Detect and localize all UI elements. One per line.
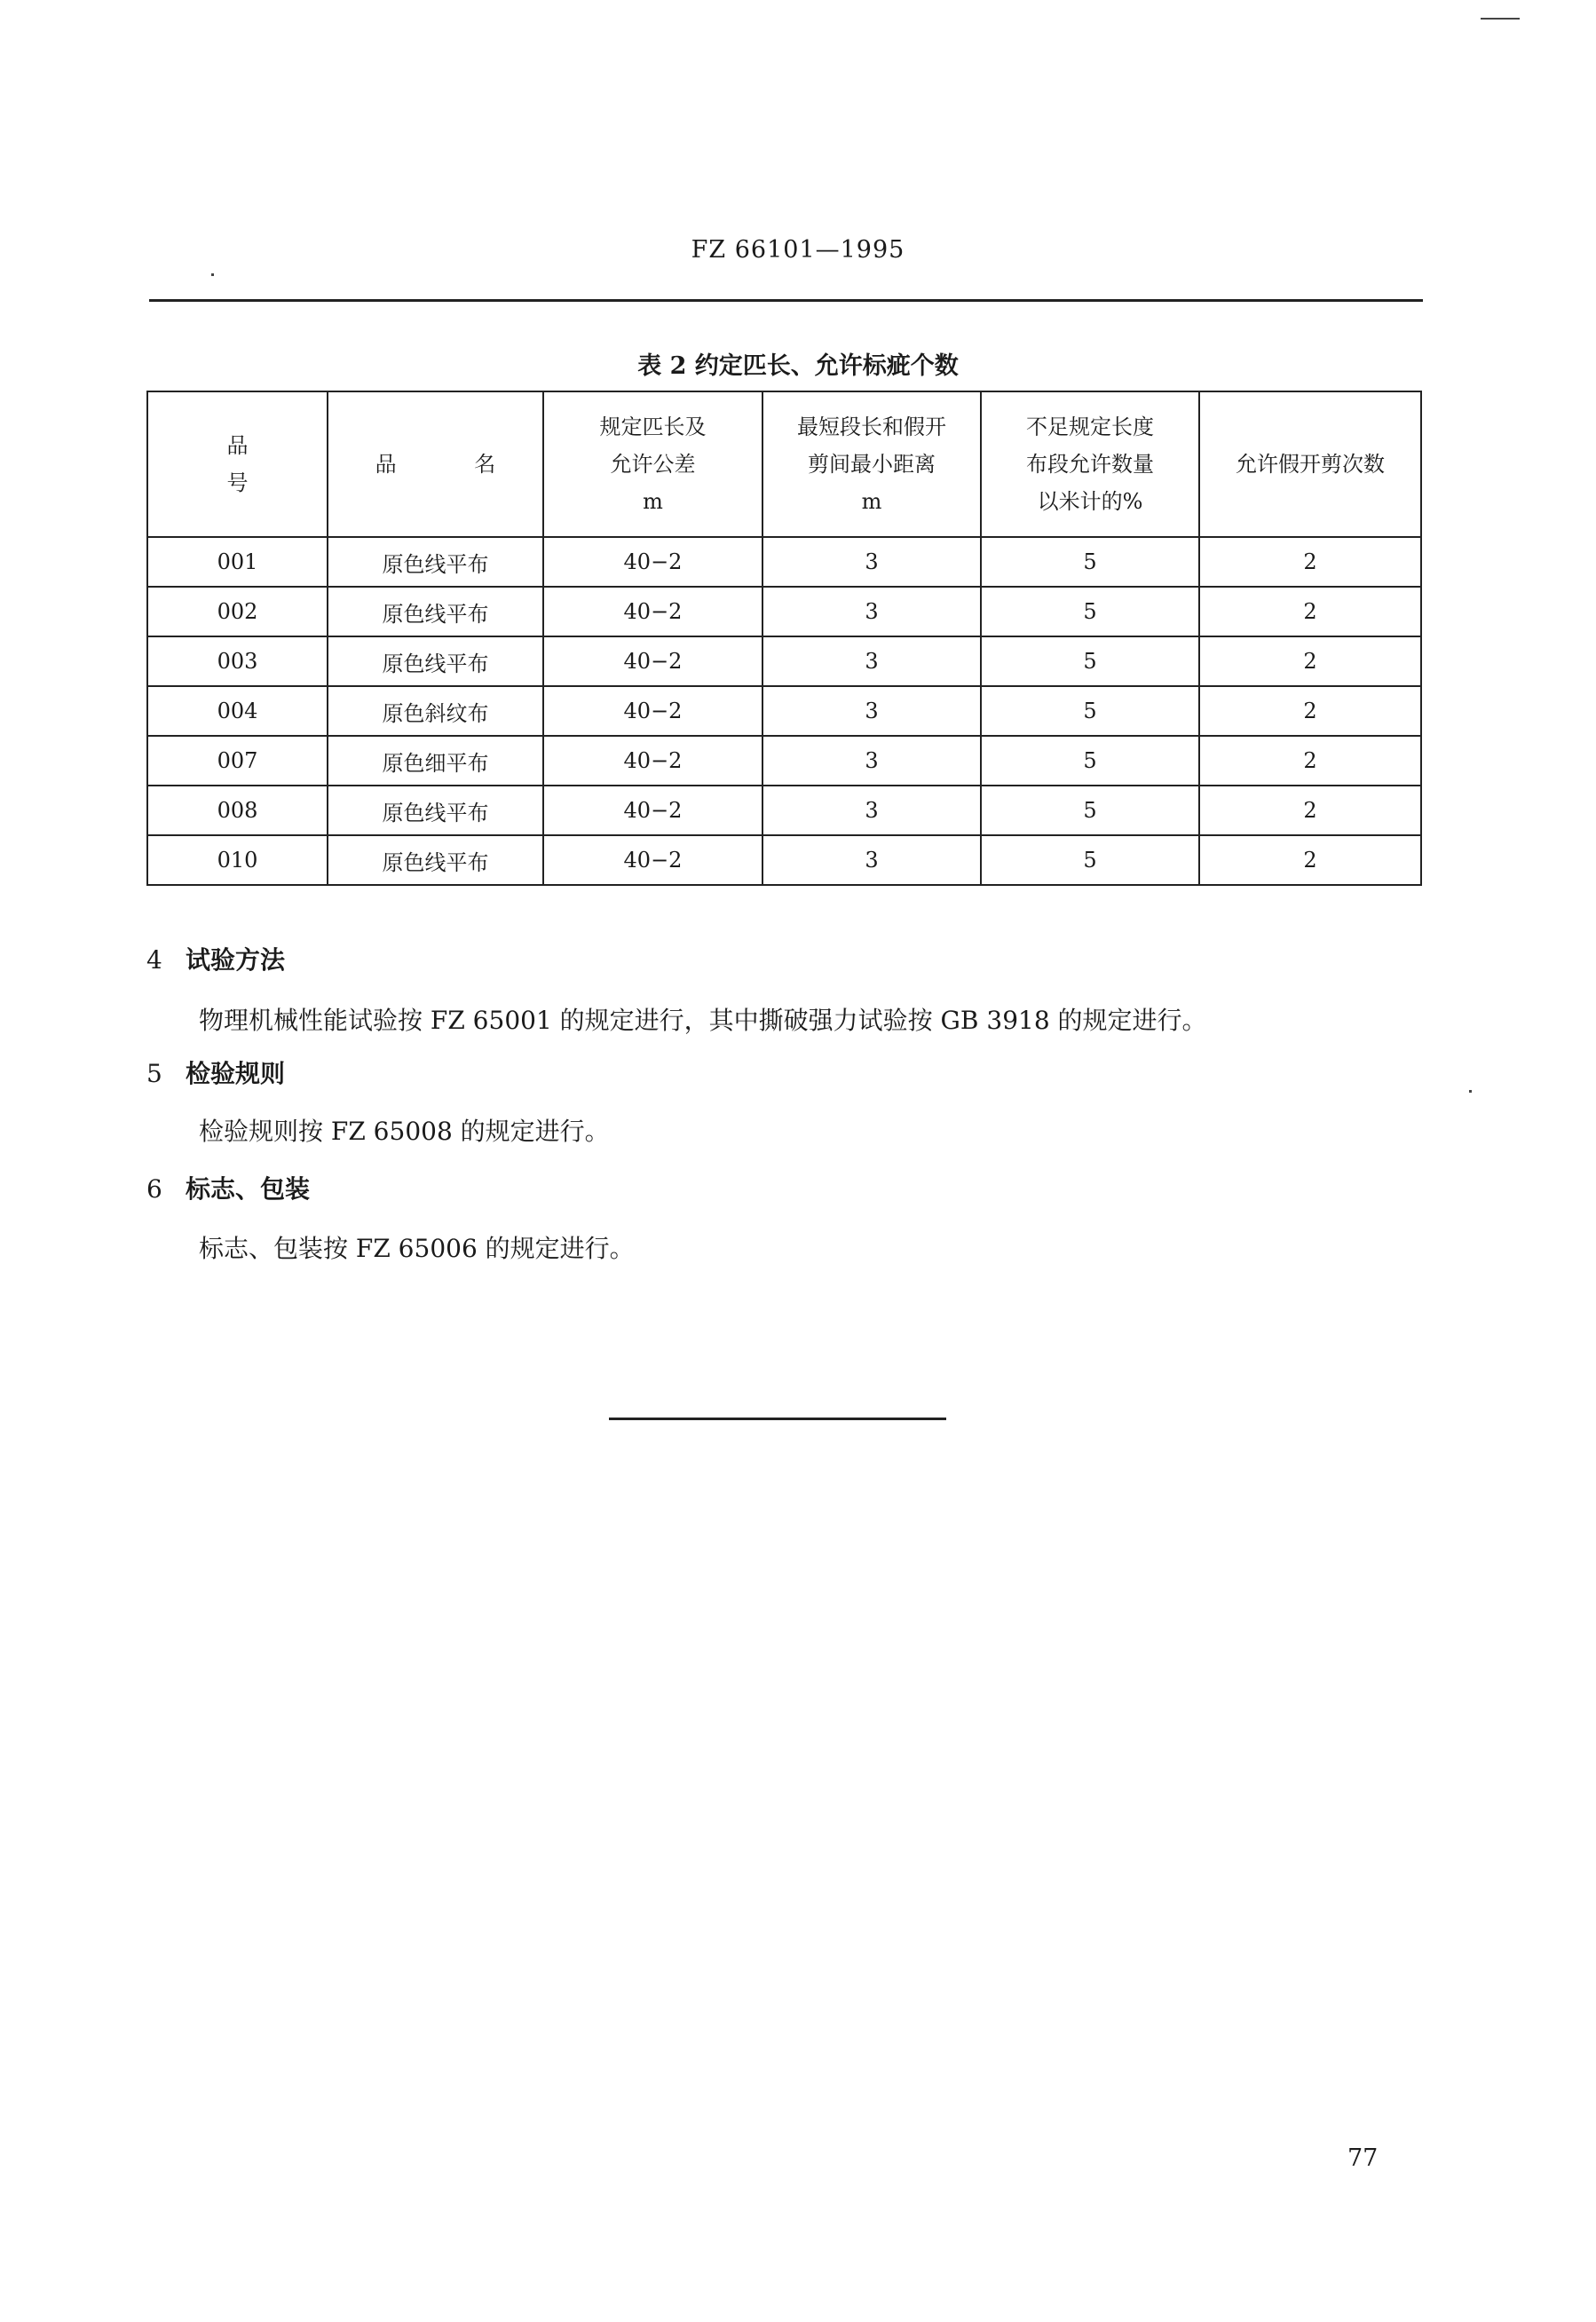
table-row <box>147 835 1421 885</box>
min-length-cell: 3 <box>762 537 981 587</box>
column-header-product-code: 品 号 <box>147 391 328 537</box>
min-length-cell: 3 <box>762 686 981 736</box>
product-name-cell: 原色线平布 <box>328 636 543 686</box>
product-code-cell: 001 <box>147 537 328 587</box>
min-length-cell: 3 <box>762 835 981 885</box>
product-name-cell: 原色线平布 <box>328 835 543 885</box>
min-length-cell: 3 <box>762 587 981 636</box>
column-header-product-name: 品 名 <box>328 391 543 537</box>
product-code-cell: 010 <box>147 835 328 885</box>
header-rule <box>149 299 1423 302</box>
section-6-text: 标志、包装按 FZ 65006 的规定进行。 <box>199 1234 635 1263</box>
short-pieces-cell: 5 <box>981 587 1199 636</box>
min-length-cell: 3 <box>762 636 981 686</box>
length-tolerance-cell: 40−2 <box>543 636 762 686</box>
column-header-length-tolerance: 规定匹长及 允许公差 m <box>543 391 762 537</box>
min-length-cell: 3 <box>762 736 981 786</box>
short-pieces-cell: 5 <box>981 786 1199 835</box>
section-5-heading: 5 检验规则 <box>146 1059 286 1088</box>
section-5-text: 检验规则按 FZ 65008 的规定进行。 <box>199 1117 610 1146</box>
product-code-cell: 004 <box>147 686 328 736</box>
table-row <box>147 686 1421 736</box>
product-name-cell: 原色线平布 <box>328 786 543 835</box>
false-cuts-cell: 2 <box>1199 587 1421 636</box>
false-cuts-cell: 2 <box>1199 786 1421 835</box>
product-name-cell: 原色线平布 <box>328 587 543 636</box>
section-4-heading: 4 试验方法 <box>146 945 286 975</box>
data-table <box>146 391 1420 886</box>
page-number: 77 <box>1347 2144 1379 2172</box>
short-pieces-cell: 5 <box>981 736 1199 786</box>
short-pieces-cell: 5 <box>981 835 1199 885</box>
product-code-cell: 002 <box>147 587 328 636</box>
product-name-cell: 原色线平布 <box>328 537 543 587</box>
table-row <box>147 587 1421 636</box>
false-cuts-cell: 2 <box>1199 537 1421 587</box>
table-row <box>147 736 1421 786</box>
section-6-heading: 6 标志、包装 <box>146 1174 311 1204</box>
product-code-cell: 007 <box>147 736 328 786</box>
table-header-row <box>147 391 1421 537</box>
end-rule <box>609 1418 946 1420</box>
false-cuts-cell: 2 <box>1199 636 1421 686</box>
length-tolerance-cell: 40−2 <box>543 537 762 587</box>
product-code-cell: 008 <box>147 786 328 835</box>
scan-mark <box>1469 1090 1472 1093</box>
product-name-cell: 原色细平布 <box>328 736 543 786</box>
false-cuts-cell: 2 <box>1199 835 1421 885</box>
table-row <box>147 636 1421 686</box>
length-tolerance-cell: 40−2 <box>543 686 762 736</box>
product-name-cell: 原色斜纹布 <box>328 686 543 736</box>
min-length-cell: 3 <box>762 786 981 835</box>
product-code-cell: 003 <box>147 636 328 686</box>
table-row <box>147 537 1421 587</box>
column-header-short-pieces: 不足规定长度 布段允许数量 以米计的% <box>981 391 1199 537</box>
column-header-false-cuts: 允许假开剪次数 <box>1199 391 1421 537</box>
length-tolerance-cell: 40−2 <box>543 786 762 835</box>
length-tolerance-cell: 40−2 <box>543 736 762 786</box>
section-4-text: 物理机械性能试验按 FZ 65001 的规定进行，其中撕破强力试验按 GB 3918 的规定进行。 <box>199 1006 1207 1035</box>
length-tolerance-cell: 40−2 <box>543 587 762 636</box>
table-row <box>147 786 1421 835</box>
scan-mark <box>211 273 214 276</box>
short-pieces-cell: 5 <box>981 636 1199 686</box>
column-header-min-length: 最短段长和假开 剪间最小距离 m <box>762 391 981 537</box>
table-caption: 表 2 约定匹长、允许标疵个数 <box>637 352 959 380</box>
short-pieces-cell: 5 <box>981 537 1199 587</box>
false-cuts-cell: 2 <box>1199 736 1421 786</box>
length-tolerance-cell: 40−2 <box>543 835 762 885</box>
scan-mark <box>1481 18 1520 20</box>
standard-code: FZ 66101—1995 <box>691 236 905 264</box>
false-cuts-cell: 2 <box>1199 686 1421 736</box>
short-pieces-cell: 5 <box>981 686 1199 736</box>
